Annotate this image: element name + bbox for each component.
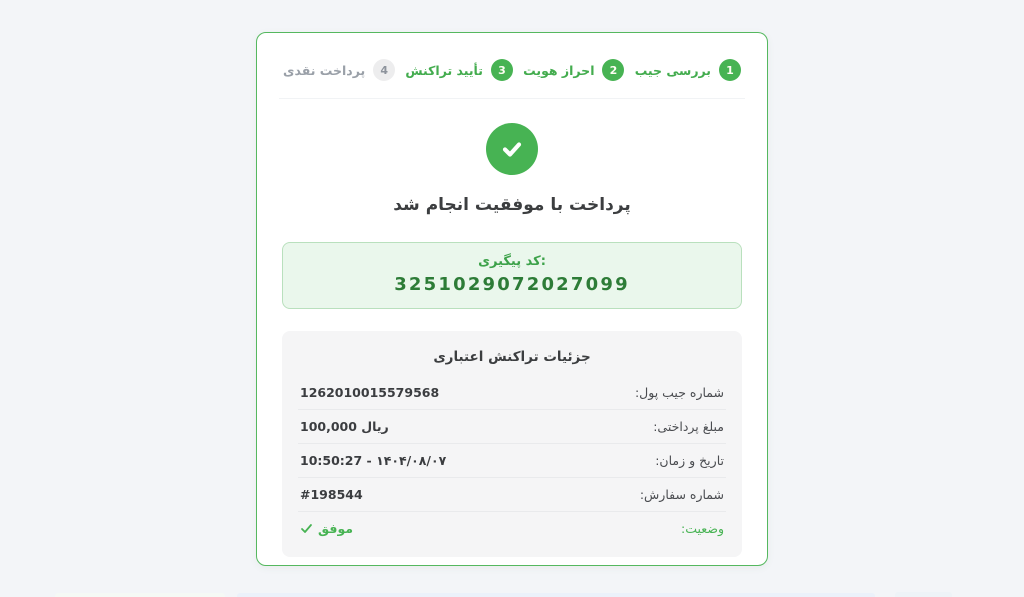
success-section xyxy=(257,123,767,215)
success-title: پرداخت با موفقیت انجام شد xyxy=(393,195,631,215)
step-identity-verification xyxy=(523,59,624,81)
step-transaction-confirm xyxy=(405,59,513,81)
bottom-peek-bar-center xyxy=(237,593,875,597)
payment-result-card xyxy=(256,32,768,566)
wallet-number-value: 1262010015579568 xyxy=(300,385,440,400)
step-1-label: بررسی جیب xyxy=(634,62,711,78)
status-check-icon xyxy=(300,522,313,535)
step-4-label: پرداخت نقدی xyxy=(283,62,366,78)
transaction-details-box xyxy=(282,331,742,557)
step-1-badge: 1 xyxy=(719,59,741,81)
transaction-details-title: جزئیات تراکنش اعتباری xyxy=(433,349,591,365)
amount-value: 100,000 ریال xyxy=(300,419,389,434)
order-number-label: شماره سفارش: xyxy=(639,487,724,502)
order-number-value: #198544 xyxy=(300,487,363,502)
amount-label: مبلغ پرداختی: xyxy=(653,419,724,434)
bottom-peek-bar-left xyxy=(55,593,225,597)
datetime-label: تاریخ و زمان: xyxy=(655,453,724,468)
step-2-label: احراز هویت xyxy=(523,62,595,78)
stepper-divider xyxy=(279,98,745,99)
bottom-peek-bar-right xyxy=(895,592,952,597)
step-wallet-check xyxy=(635,59,741,81)
detail-row-amount xyxy=(298,410,726,444)
detail-row-status xyxy=(298,512,726,545)
status-text: موفق xyxy=(318,521,354,536)
step-cash-payment xyxy=(283,59,395,81)
wizard-stepper xyxy=(257,33,767,81)
status-value xyxy=(300,521,353,536)
detail-row-wallet-number xyxy=(298,376,726,410)
success-check-icon xyxy=(486,123,538,175)
detail-row-datetime xyxy=(298,444,726,478)
step-3-badge: 3 xyxy=(491,59,513,81)
detail-row-order-number xyxy=(298,478,726,512)
tracking-code-box xyxy=(282,242,742,309)
step-3-label: تأیید تراکنش xyxy=(405,62,483,78)
tracking-code-label: کد پیگیری: xyxy=(478,254,546,269)
datetime-value: 10:50:27 - ۱۴۰۴/۰۸/۰۷ xyxy=(300,453,447,468)
wallet-number-label: شماره جیب پول: xyxy=(634,385,724,400)
step-4-badge: 4 xyxy=(373,59,395,81)
step-2-badge: 2 xyxy=(602,59,624,81)
tracking-code-value: 3251029072027099 xyxy=(394,274,630,295)
status-label: وضعیت: xyxy=(681,521,724,536)
